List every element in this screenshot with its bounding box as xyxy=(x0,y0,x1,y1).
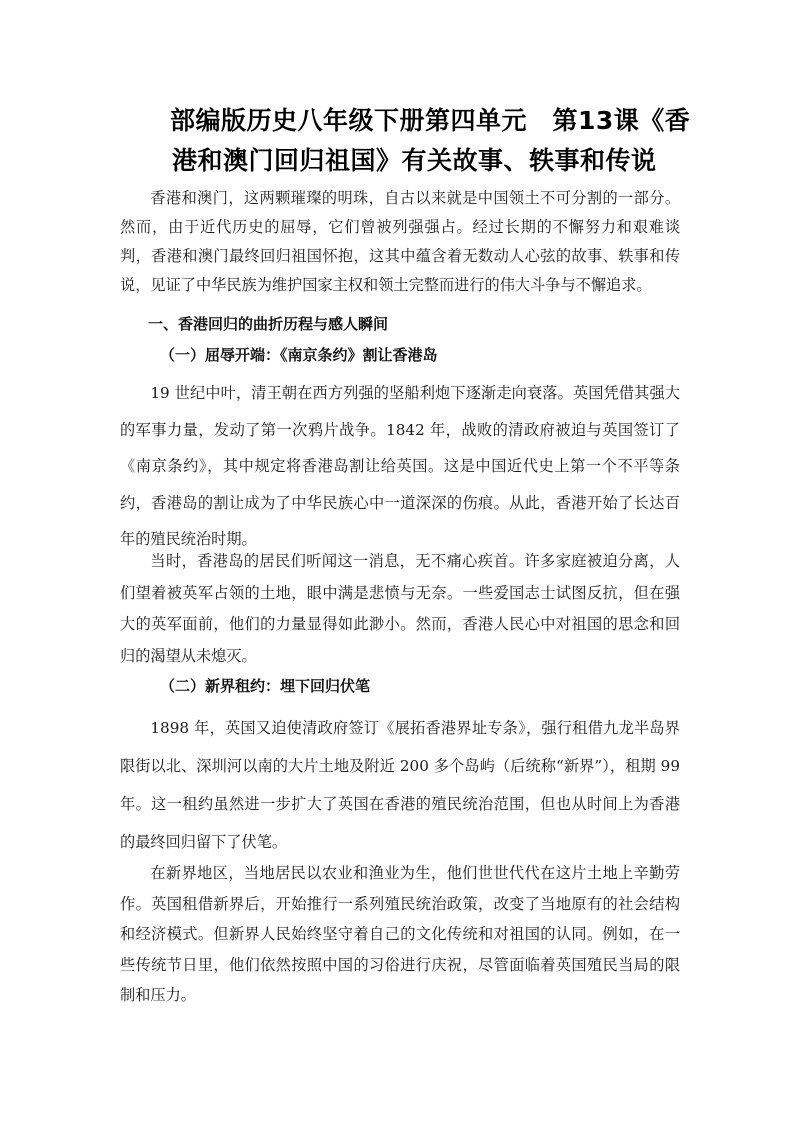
document-title-line-1: 部编版历史八年级下册第四单元 第13课《香 xyxy=(170,106,691,135)
section-heading-1: 一、香港回归的曲折历程与感人瞬间 xyxy=(148,315,389,333)
paragraph-text: 在新界地区，当地居民以农业和渔业为生，他们世世代代在这片土地上辛勤劳作。英国租借新界后，开始推行一系列殖民统治政策，改变了当地原有的社会结构和经济模式。但新界人民始终坚守着自己的文化传统和对祖国的认同。例如，在一些传统节日里，他们依然按照中国的习俗进行庆祝，尽管面临着英国殖民当局的限制和压力。 xyxy=(120,864,680,1004)
intro-section xyxy=(120,184,680,300)
subsection-heading-2: （二）新界租约：埋下回归伏笔 xyxy=(160,677,371,695)
subsection-1-paragraph-2 xyxy=(120,546,680,672)
subsection-1-paragraph-1 xyxy=(120,375,680,558)
subsection-2-paragraph-1 xyxy=(120,709,680,861)
paragraph-text: 19 世纪中叶，清王朝在西方列强的坚船利炮下逐渐走向衰落。英国凭借其强大的军事力量，发动了第一次鸦片战争。1842 年，战败的清政府被迫与英国签订了《南京条约》，其中规定将香港岛割让给英国。这是中国近代史上第一个不平等条约，香港岛的割让成为了中华民族心中一道深深的伤痕。从此，香港开始了长达百年的殖民统治时期。 xyxy=(120,384,680,548)
subsection-2-paragraph-2 xyxy=(120,858,680,1011)
paragraph-text: 当时，香港岛的居民们听闻这一消息，无不痛心疾首。许多家庭被迫分离，人们望着被英军占领的土地，眼中满是悲愤与无奈。一些爱国志士试图反抗，但在强大的英军面前，他们的力量显得如此渺小。然而，香港人民心中对祖国的思念和回归的渴望从未熄灭。 xyxy=(120,552,680,665)
intro-paragraph: 香港和澳门，这两颗璀璨的明珠，自古以来就是中国领土不可分割的一部分。然而，由于近代历史的屈辱，它们曾被列强强占。经过长期的不懈努力和艰难谈判，香港和澳门最终回归祖国怀抱，这其中蕴含着无数动人心弦的故事、轶事和传说，见证了中华民族为维护国家主权和领土完整而进行的伟大斗争与不懈追求。 xyxy=(120,189,680,294)
subsection-heading-1: （一）屈辱开端：《南京条约》割让香港岛 xyxy=(160,346,438,364)
document-title-line-2: 港和澳门回归祖国》有关故事、轶事和传说 xyxy=(172,146,657,175)
paragraph-text: 1898 年，英国又迫使清政府签订《展拓香港界址专条》，强行租借九龙半岛界限街以北、深圳河以南的大片土地及附近 200 多个岛屿（后统称“新界”），租期 99 年。这一租约虽然进一步扩大了英国在香港的殖民统治范围，但也从时间上为香港的最终回归留下了伏笔。 xyxy=(120,719,680,851)
